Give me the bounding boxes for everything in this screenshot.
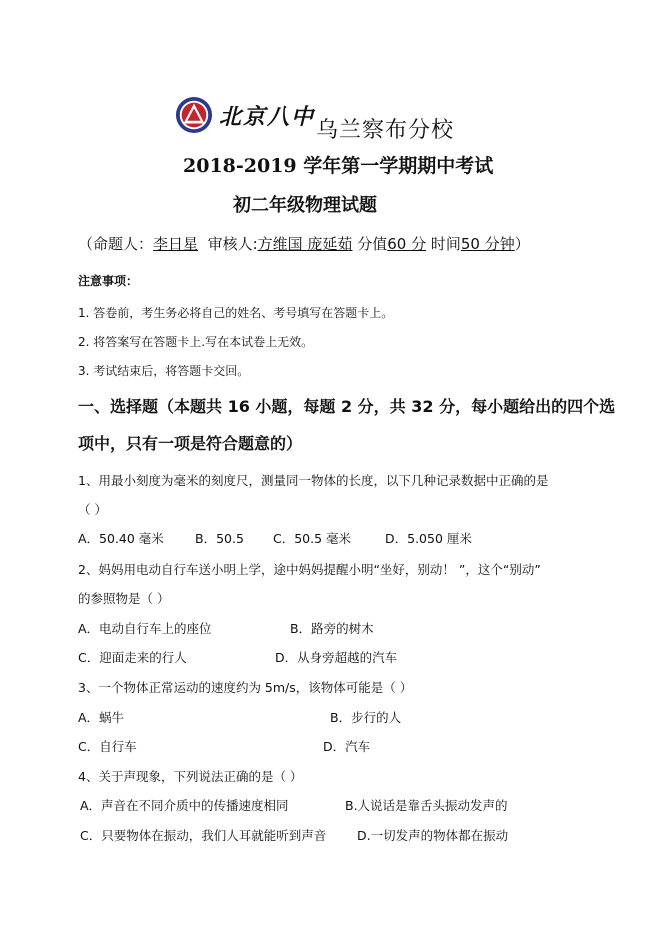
option-b: B.人说话是靠舌头振动发声的 [345, 798, 508, 813]
option-c: C．自行车 [78, 739, 137, 754]
notice-item: 1. 答卷前，考生务必将自己的姓名、考号填写在答题卡上。 [78, 306, 394, 320]
question-stem: （ ） [78, 502, 107, 517]
notice-heading: 注意事项： [78, 274, 139, 288]
option-c: C．迎面走来的行人 [78, 650, 187, 665]
section-heading: 一、选择题（本题共 16 小题，每题 2 分，共 32 分，每小题给出的四个选 [78, 397, 616, 416]
exam-meta [78, 233, 530, 254]
question-stem: 的参照物是（ ） [78, 591, 170, 606]
question-stem: 2、妈妈用电动自行车送小明上学，途中妈妈提醒小明“坐好，别动！ ”，这个“别动” [78, 562, 541, 577]
option-d: D.一切发声的物体都在振动 [357, 828, 509, 843]
notice-item: 3. 考试结束后，将答题卡交回。 [78, 364, 250, 378]
option-a: A．50.40 毫米 [78, 531, 164, 546]
option-a: A．蜗牛 [78, 710, 125, 725]
option-d: D．汽车 [323, 739, 371, 754]
option-b: B．路旁的树木 [290, 621, 374, 636]
option-a: A．电动自行车上的座位 [78, 621, 212, 636]
option-c: C．50.5 毫米 [273, 531, 352, 546]
section-heading-cont: 项中，只有一项是符合题意的） [78, 434, 303, 453]
reviewer-label: 审核人: [207, 235, 258, 253]
option-c: C．只要物体在振动，我们人耳就能听到声音 [80, 828, 327, 843]
time-value: 50 分钟 [460, 235, 515, 253]
reviewer-names: 方维国 庞延茹 [257, 235, 353, 253]
option-a: A．声音在不同介质中的传播速度相同 [80, 798, 289, 813]
campus-name: 乌兰察布分校 [316, 118, 455, 143]
question-stem: 4、关于声现象，下列说法正确的是（ ） [78, 769, 303, 784]
notice-item: 2. 将答案写在答题卡上.写在本试卷上无效。 [78, 335, 314, 349]
option-b: B．50.5 [195, 531, 244, 546]
question-stem: 3、一个物体正常运动的速度约为 5m/s，该物体可能是（ ） [78, 680, 413, 695]
option-d: D．从身旁超越的汽车 [275, 650, 398, 665]
school-logo [175, 96, 213, 134]
meta-open-paren: （ [78, 235, 94, 253]
option-d: D．5.050 厘米 [385, 531, 472, 546]
author-name: 李日星 [153, 235, 199, 253]
exam-title: 2018-2019 学年第一学期期中考试 [183, 155, 494, 177]
meta-close-paren: ） [514, 235, 530, 253]
score-label: 分值 [357, 235, 388, 253]
option-b: B．步行的人 [330, 710, 402, 725]
subject-title: 初二年级物理试题 [233, 195, 377, 216]
author-label: 命题人： [93, 235, 154, 253]
question-stem: 1、用最小刻度为毫米的刻度尺，测量同一物体的长度，以下几种记录数据中正确的是 [78, 473, 549, 488]
score-value: 60 分 [387, 235, 427, 253]
time-label: 时间 [430, 235, 461, 253]
school-brand: 北京八中 [219, 104, 316, 130]
